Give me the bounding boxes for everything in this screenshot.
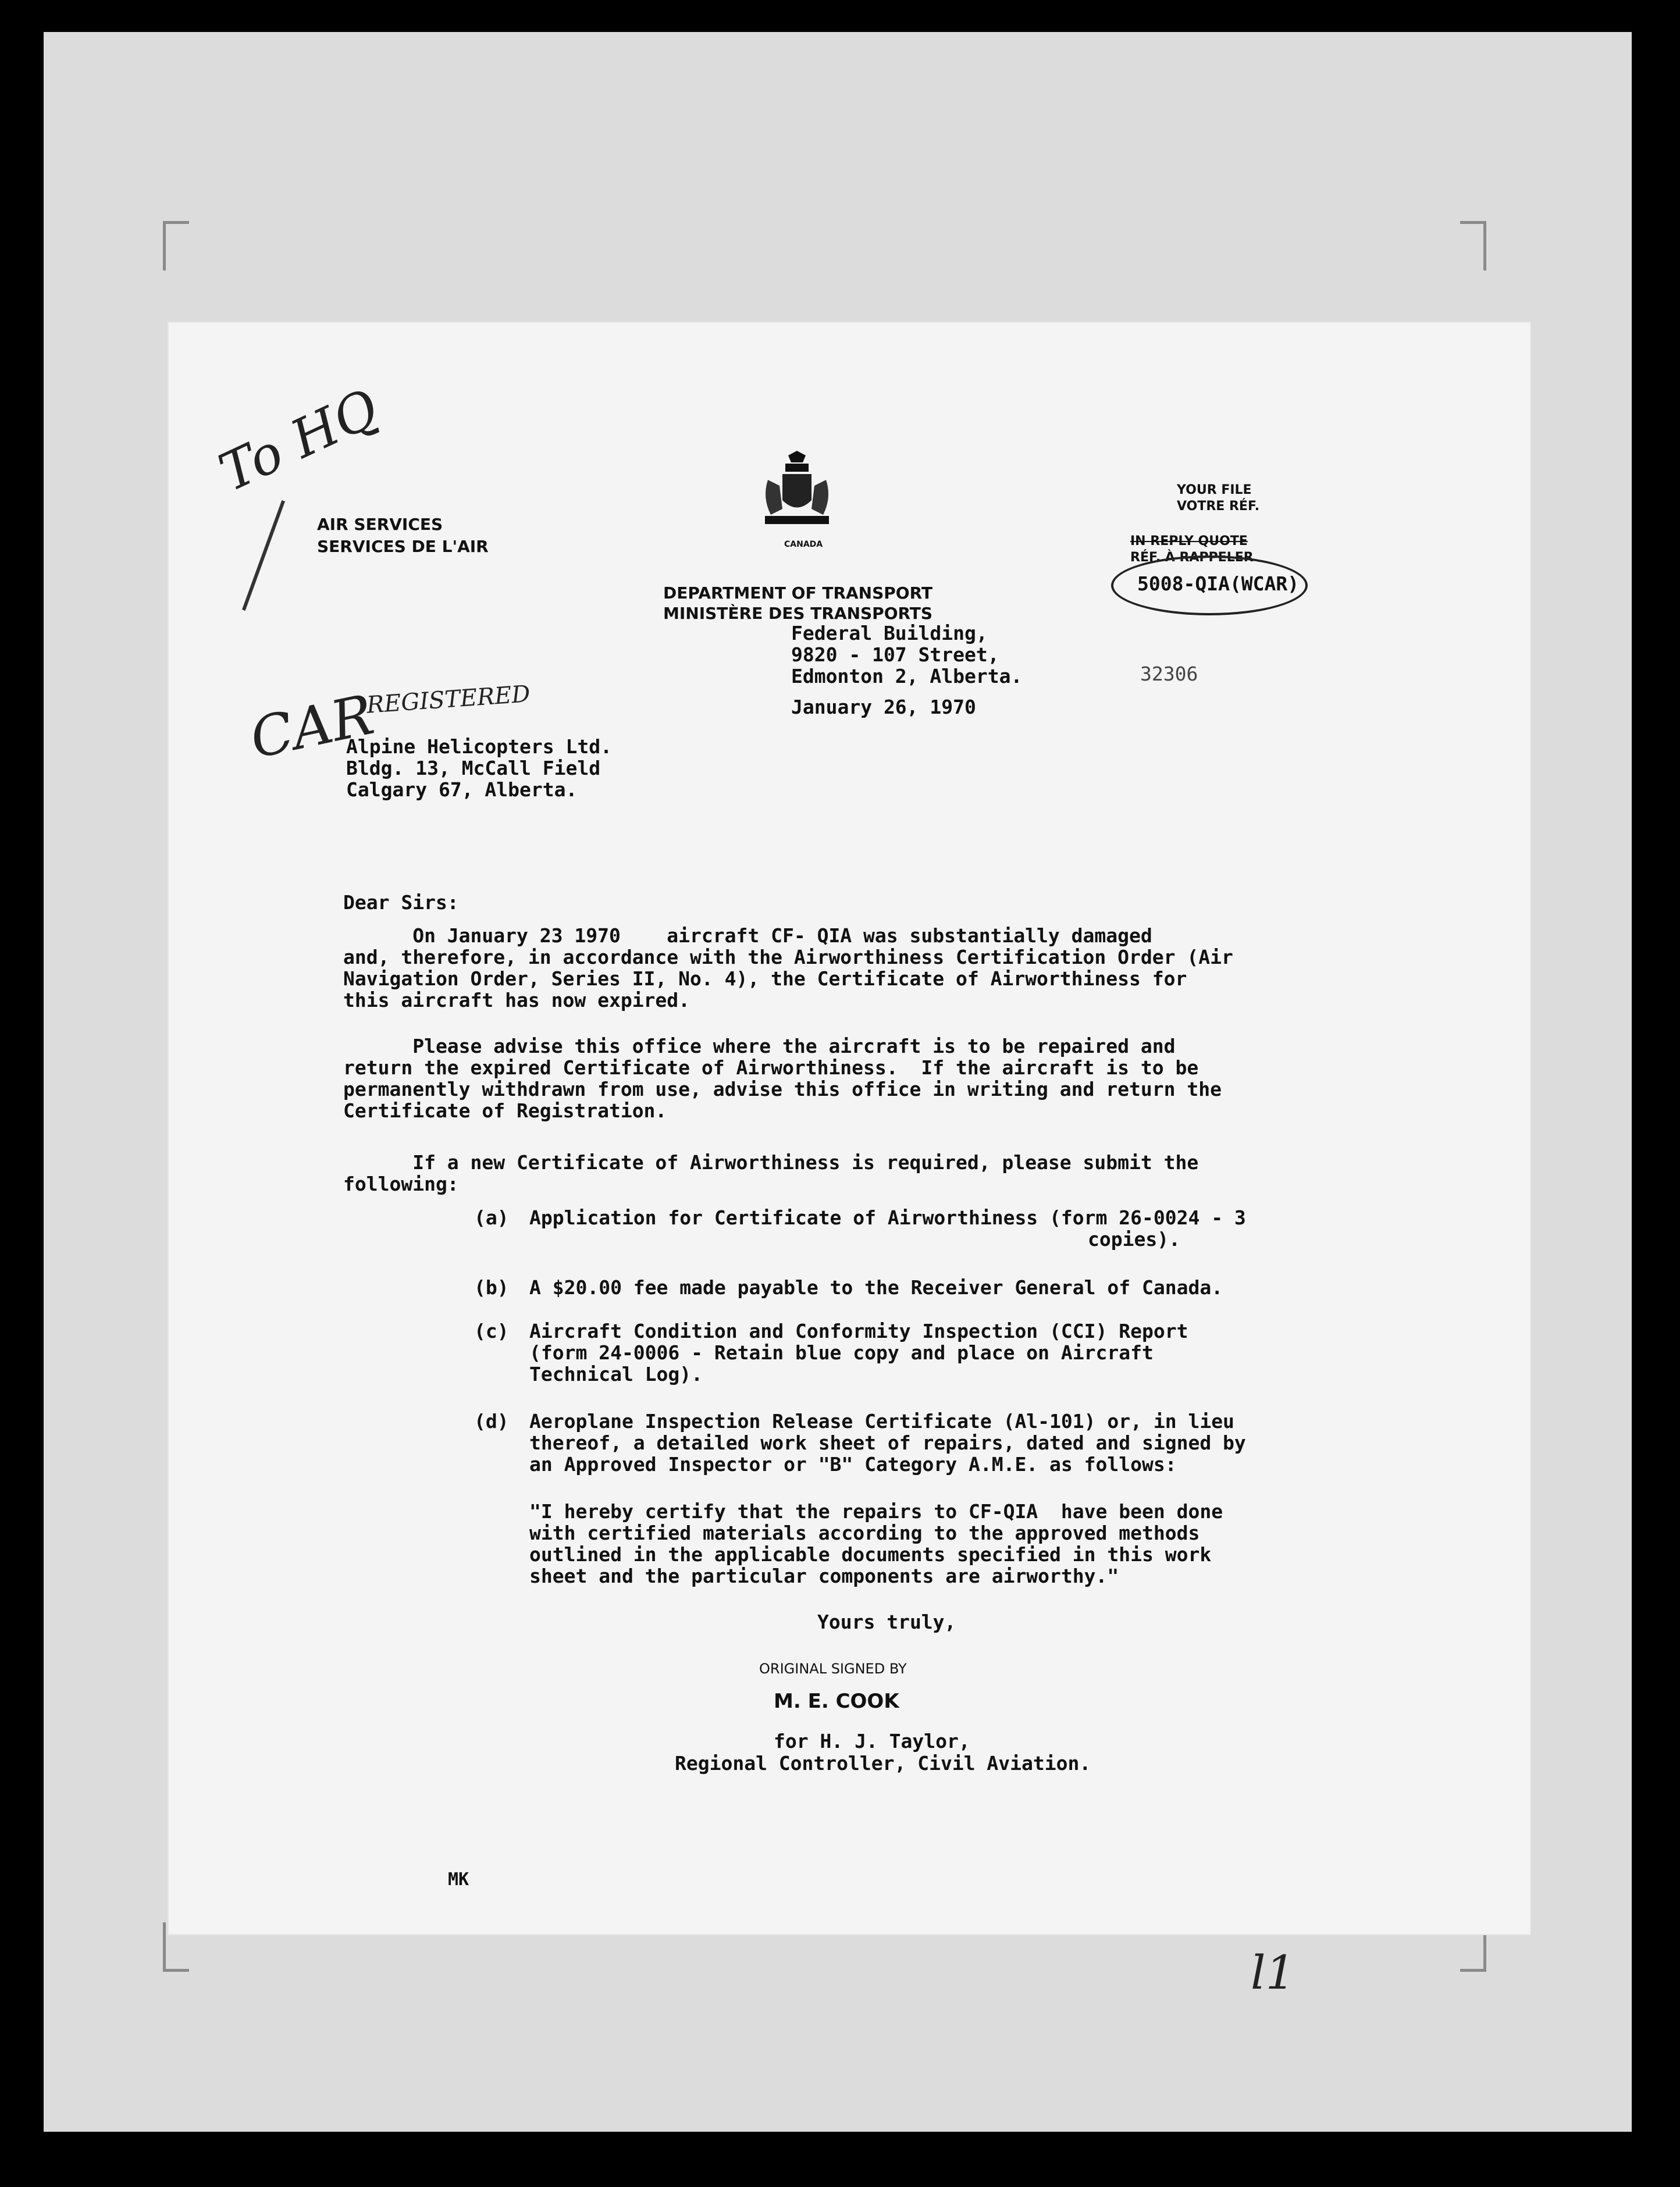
ref-a-rappeler-label: RÉF. À RAPPELER [1130, 550, 1254, 565]
sender-line-3: Edmonton 2, Alberta. [791, 665, 1023, 688]
letter-page [169, 323, 1530, 2000]
handwritten-to-hq: To HQ [210, 377, 388, 504]
closing-yours-truly: Yours truly, [817, 1611, 956, 1633]
votre-ref-label: VOTRE RÉF. [1177, 499, 1260, 514]
original-signed-by: ORIGINAL SIGNED BY [759, 1661, 907, 1677]
department-fr: MINISTÈRE DES TRANSPORTS [663, 604, 933, 623]
item-b-label: (b) [474, 1276, 509, 1299]
file-number: 32306 [1140, 662, 1198, 685]
recipient-line-2: Bldg. 13, McCall Field [346, 757, 601, 779]
item-d-line-1: Aeroplane Inspection Release Certificate (Al-101) or, in lieu [529, 1410, 1234, 1433]
item-a-line-1: Application for Certificate of Airworthiness (form 26-0024 - 3 [529, 1206, 1246, 1229]
crest-label: CANADA [784, 540, 823, 549]
item-d-line-2: thereof, a detailed work sheet of repairs, dated and signed by [529, 1431, 1246, 1454]
header-air-services: AIR SERVICES [317, 515, 443, 534]
paragraph-2-line-1: Please advise this office where the aircraft is to be repaired and [343, 1035, 1176, 1057]
reply-reference: 5008-QIA(WCAR) [1137, 572, 1300, 595]
sender-line-1: Federal Building, [791, 622, 988, 644]
paragraph-3-line-1: If a new Certificate of Airworthiness is required, please submit the [343, 1151, 1199, 1174]
salutation: Dear Sirs: [343, 891, 459, 914]
signed-for-line: for H. J. Taylor, [774, 1730, 970, 1753]
quote-line-1: "I hereby certify that the repairs to CF-QIA have been done [529, 1500, 1223, 1523]
item-c-line-2: (form 24-0006 - Retain blue copy and place on Aircraft [529, 1341, 1154, 1364]
item-d-label: (d) [474, 1410, 509, 1433]
corner-mark-top-left [163, 221, 189, 270]
typist-initials: MK [448, 1869, 469, 1890]
item-d-line-3: an Approved Inspector or "B" Category A.M.E. as follows: [529, 1453, 1177, 1476]
handwritten-car: CAR [244, 683, 379, 771]
paragraph-3-line-2: following: [343, 1173, 459, 1195]
paragraph-1-line-4: this aircraft has now expired. [343, 989, 690, 1011]
paragraph-2-line-4: Certificate of Registration. [343, 1099, 667, 1122]
sender-line-2: 9820 - 107 Street, [791, 643, 999, 666]
paragraph-1-line-3: Navigation Order, Series II, No. 4), the Certificate of Airworthiness for [343, 967, 1187, 990]
corner-mark-top-right [1460, 221, 1486, 270]
item-c-line-1: Aircraft Condition and Conformity Inspection (CCI) Report [529, 1320, 1188, 1342]
header-services-de-lair: SERVICES DE L'AIR [317, 537, 489, 556]
quote-line-3: outlined in the applicable documents specified in this work [529, 1543, 1212, 1566]
paragraph-2-line-2: return the expired Certificate of Airworthiness. If the aircraft is to be [343, 1056, 1199, 1079]
handwritten-registered: REGISTERED [365, 681, 532, 719]
department-en: DEPARTMENT OF TRANSPORT [663, 583, 932, 603]
your-file-label: YOUR FILE [1177, 483, 1252, 497]
quote-line-2: with certified materials according to the approved methods [529, 1522, 1200, 1544]
paragraph-1-line-1: On January 23 1970 aircraft CF- QIA was substantially damaged [343, 924, 1152, 947]
paragraph-2-line-3: permanently withdrawn from use, advise this office in writing and return the [343, 1078, 1222, 1100]
item-a-label: (a) [474, 1206, 509, 1229]
handwritten-initial: l1 [1251, 1946, 1295, 2000]
item-a-line-2: copies). [1088, 1228, 1180, 1251]
paragraph-1-line-2: and, therefore, in accordance with the Airworthiness Certification Order (Air [343, 946, 1233, 968]
letter-date: January 26, 1970 [791, 696, 976, 718]
signer-name: M. E. COOK [774, 1690, 899, 1713]
canada-coat-of-arms-icon [756, 451, 838, 538]
signer-title: Regional Controller, Civil Aviation. [675, 1752, 1091, 1775]
handwritten-stroke [242, 500, 285, 611]
recipient-line-1: Alpine Helicopters Ltd. [346, 735, 612, 758]
in-reply-quote-label: IN REPLY QUOTE [1130, 534, 1248, 548]
quote-line-4: sheet and the particular components are airworthy." [529, 1565, 1119, 1587]
item-b-line-1: A $20.00 fee made payable to the Receiver General of Canada. [529, 1276, 1223, 1299]
item-c-label: (c) [474, 1320, 509, 1342]
item-c-line-3: Technical Log). [529, 1363, 703, 1385]
recipient-line-3: Calgary 67, Alberta. [346, 778, 578, 801]
